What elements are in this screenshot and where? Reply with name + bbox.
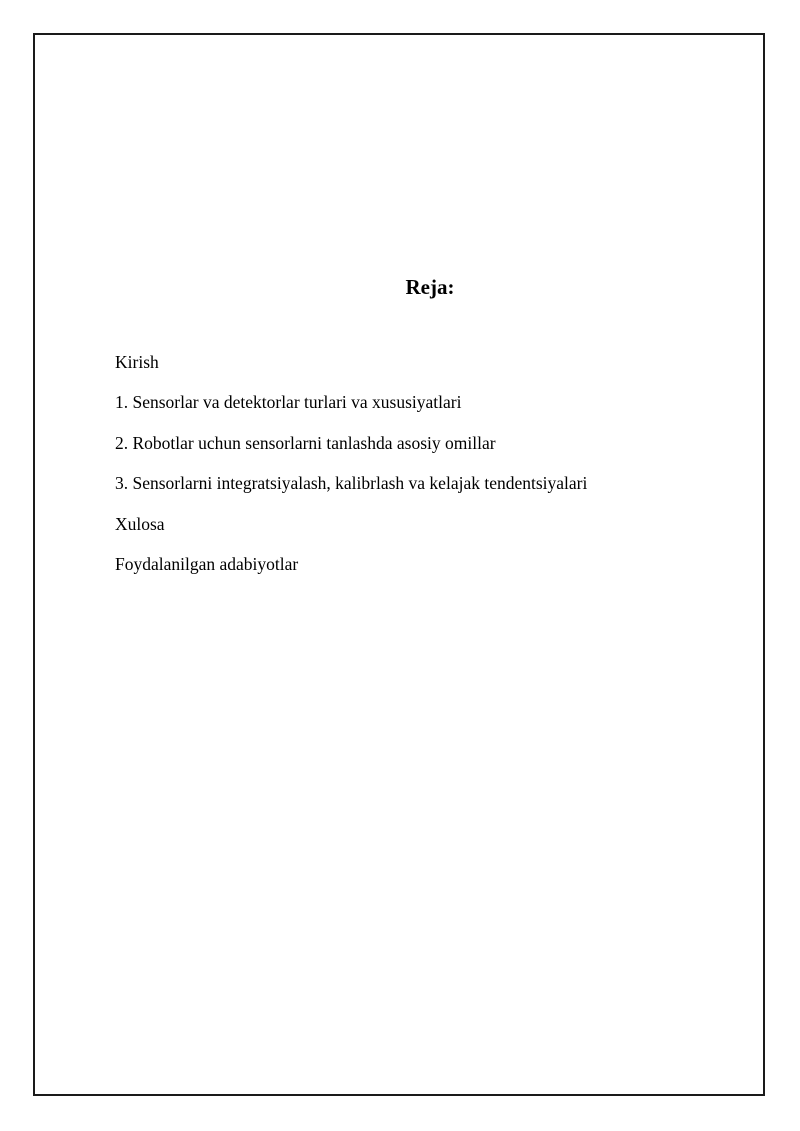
toc-item-introduction: Kirish [115,352,159,372]
toc-item-conclusion: Xulosa [115,513,165,534]
page-title: Reja: [405,275,455,299]
toc-item-1: 1. Sensorlar va detektorlar turlari va xususiyatlari [115,392,462,413]
toc-item-references: Foydalanilgan adabiyotlar [115,553,299,574]
toc-item-2: 2. Robotlar uchun sensorlarni tanlashda asosiy omillar [115,432,496,453]
toc-item-3: 3. Sensorlarni integratsiyalash, kalibrlash va kelajak tendentsiyalari [115,473,588,494]
table-of-contents [115,350,587,592]
